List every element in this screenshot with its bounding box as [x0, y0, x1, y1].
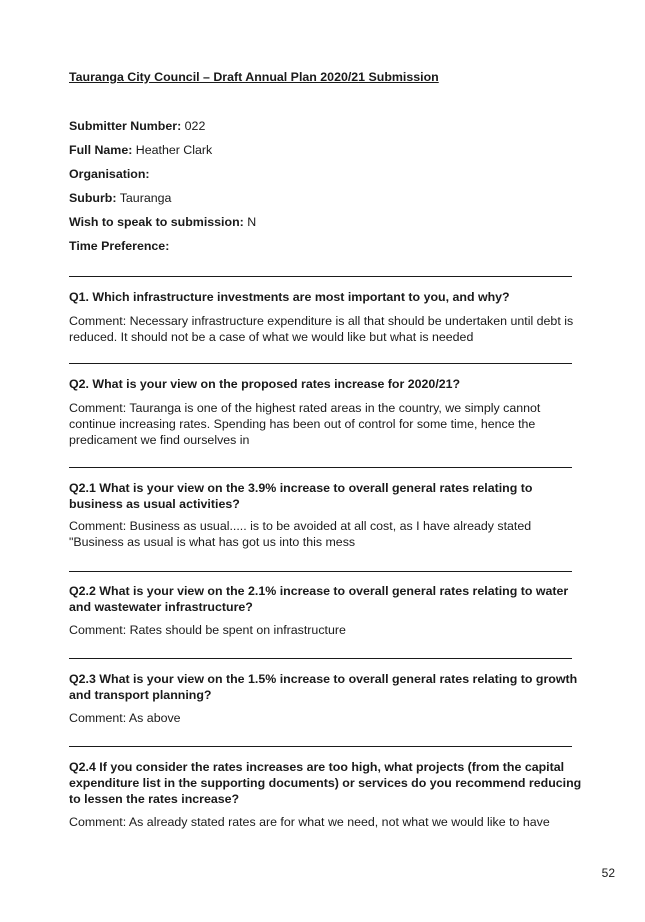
section-divider [69, 467, 572, 468]
comment-q1: Comment: Necessary infrastructure expenditure is all that should be undertaken until debt is reduced. It should not be a case of what we would like but what is needed [69, 314, 574, 344]
comment-q2-1: Comment: Business as usual..... is to be avoided at all cost, as I have already stated "Business as usual is what has got us into this mess [69, 519, 532, 549]
question-q2-1: Q2.1 What is your view on the 3.9% increase to overall general rates relating to business as usual activities? [69, 481, 533, 511]
speak-label: Wish to speak to submission: [69, 215, 244, 229]
organisation-label: Organisation: [69, 167, 150, 181]
question-q2-3: Q2.3 What is your view on the 1.5% increase to overall general rates relating to growth and transport planning? [69, 672, 578, 702]
submitter-number-label: Submitter Number: [69, 119, 182, 133]
full-name-field [69, 143, 212, 157]
section-divider [69, 571, 572, 572]
comment-q2-2: Comment: Rates should be spent on infrastructure [69, 623, 346, 637]
document-title: Tauranga City Council – Draft Annual Plan 2020/21 Submission [69, 70, 439, 84]
organisation-field [69, 167, 150, 181]
comment-q2-4: Comment: As already stated rates are for what we need, not what we would like to have [69, 815, 550, 829]
question-q2-4: Q2.4 If you consider the rates increases are too high, what projects (from the capital expenditure list in the supporting documents) or services do you recommend reducing to lessen the rates increase? [69, 760, 582, 806]
suburb-field [69, 191, 171, 205]
submitter-number-field [69, 119, 205, 133]
full-name-value: Heather Clark [132, 143, 213, 157]
section-divider [69, 658, 572, 659]
comment-q2: Comment: Tauranga is one of the highest rated areas in the country, we simply cannot continue increasing rates. Spending has been out of control for some time, hence the predicament we find ourselves in [69, 401, 541, 447]
time-preference-label: Time Preference: [69, 239, 170, 253]
suburb-value: Tauranga [116, 191, 172, 205]
speak-value: N [243, 215, 257, 229]
question-q1: Q1. Which infrastructure investments are most important to you, and why? [69, 290, 510, 304]
speak-field [69, 215, 256, 229]
comment-q2-3: Comment: As above [69, 711, 181, 725]
submitter-number-value: 022 [181, 119, 206, 133]
section-divider [69, 276, 572, 277]
page-number: 52 [601, 866, 615, 880]
section-divider [69, 363, 572, 364]
question-q2: Q2. What is your view on the proposed rates increase for 2020/21? [69, 377, 461, 391]
section-divider [69, 746, 572, 747]
question-q2-2: Q2.2 What is your view on the 2.1% increase to overall general rates relating to water and wastewater infrastructure? [69, 584, 569, 614]
full-name-label: Full Name: [69, 143, 133, 157]
suburb-label: Suburb: [69, 191, 117, 205]
time-preference-field [69, 239, 169, 253]
